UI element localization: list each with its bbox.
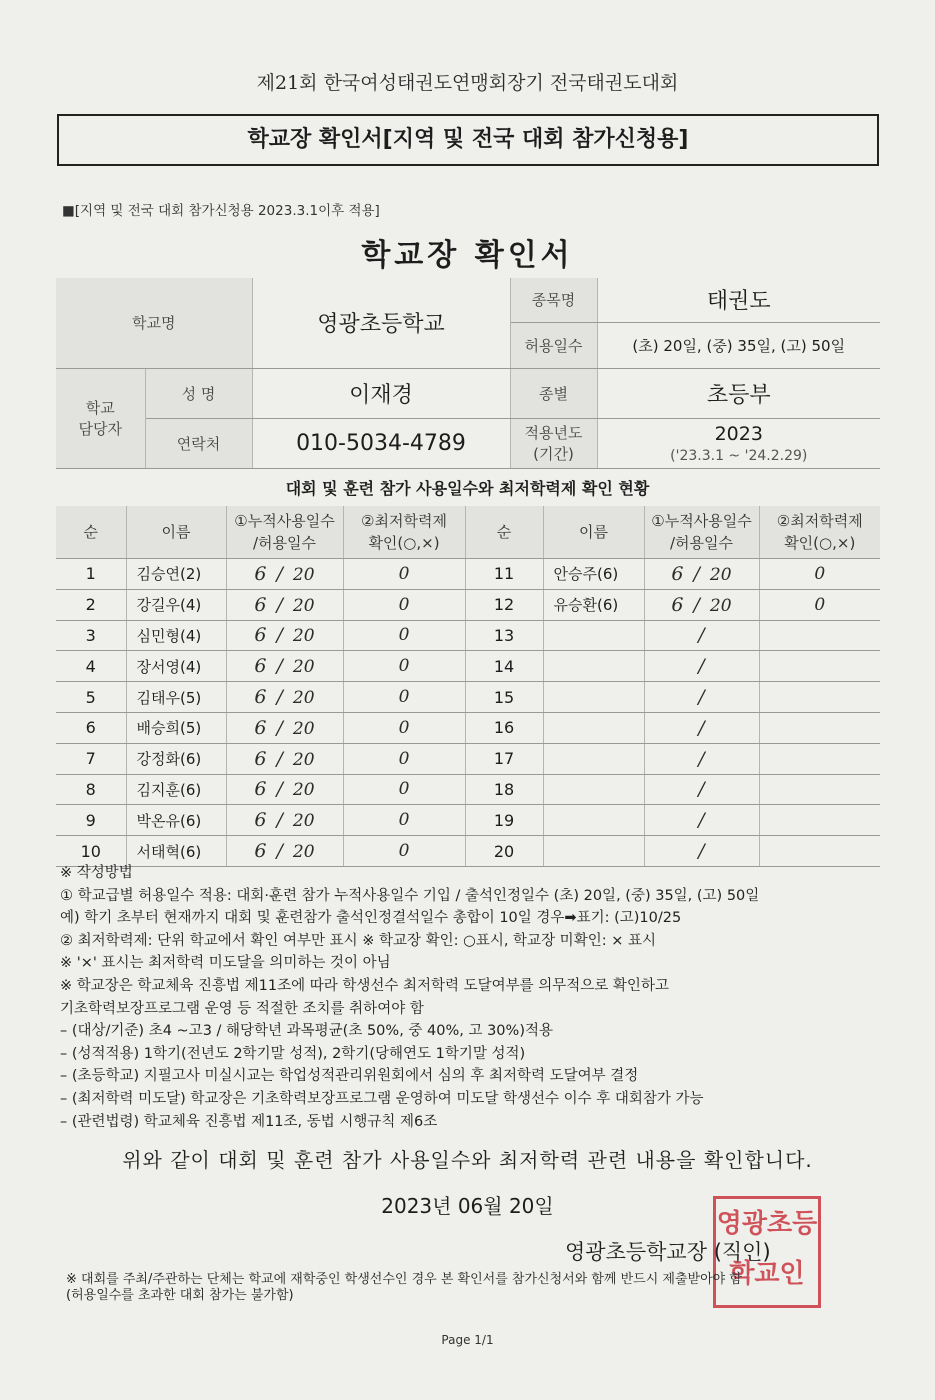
student-name: 김지훈(6) <box>126 774 226 805</box>
days-allowed: 20 <box>292 780 315 801</box>
method-line: ※ 학교장은 학교체육 진흥법 제11조에 따라 학생선수 최저학력 도달여부를 의무적으로 확인하고 <box>60 977 669 994</box>
method-line: 예) 학기 초부터 현재까지 대회 및 훈련참가 출석인정결석일수 총합이 10일 경우➡표기: (고)10/25 <box>60 910 682 927</box>
row-number: 2 <box>56 589 126 620</box>
row-number: 9 <box>56 805 126 836</box>
header-check-line1: ②최저학력제 <box>361 512 447 530</box>
header-name-right: 이름 <box>543 506 644 559</box>
phone-label: 연락처 <box>145 418 252 468</box>
row-number: 4 <box>56 651 126 682</box>
min-academic-check: 0 <box>343 712 465 743</box>
applicable-year-label <box>510 418 597 468</box>
table-row <box>56 805 880 836</box>
division-value: 초등부 <box>597 368 880 418</box>
row-number: 3 <box>56 620 126 651</box>
row-number: 20 <box>465 836 543 867</box>
student-name <box>543 774 644 805</box>
contact-label-line1: 학교 <box>85 399 115 417</box>
roster-table <box>56 506 880 867</box>
days-allowed: 20 <box>292 749 315 770</box>
table-row <box>56 620 880 651</box>
days-separator: / <box>276 716 283 739</box>
header-check-line1: ②최저학력제 <box>776 512 863 530</box>
header-days-left <box>226 506 343 559</box>
school-name-value: 영광초등학교 <box>252 278 510 368</box>
contact-label-line2: 담당자 <box>78 420 122 438</box>
days-allowed: 20 <box>292 595 315 616</box>
days-allowed: 20 <box>292 811 315 832</box>
header-no-right: 순 <box>465 506 543 559</box>
row-number: 11 <box>465 559 543 590</box>
seal-note: (직인) <box>713 1240 771 1264</box>
row-number: 17 <box>465 743 543 774</box>
header-check-right <box>759 506 880 559</box>
table-row <box>56 743 880 774</box>
student-name: 서태혁(6) <box>126 836 226 867</box>
days-separator: / <box>276 840 283 863</box>
days-used-cell <box>226 682 343 713</box>
row-number: 6 <box>56 712 126 743</box>
row-number: 8 <box>56 774 126 805</box>
days-separator: / <box>698 686 705 709</box>
header-check-left <box>343 506 465 559</box>
days-used: 6 <box>254 840 267 863</box>
days-separator: / <box>276 809 283 832</box>
person-name-value: 이재경 <box>252 368 510 418</box>
days-allowed: 20 <box>292 688 315 709</box>
days-separator: / <box>276 624 283 647</box>
days-used-cell <box>644 620 759 651</box>
days-separator: / <box>276 778 283 801</box>
writing-method-notes <box>60 862 880 1133</box>
roster-header-row <box>56 506 880 559</box>
days-used-cell <box>226 651 343 682</box>
student-name <box>543 651 644 682</box>
min-academic-check: 0 <box>343 651 465 682</box>
days-allowed: 20 <box>292 564 315 585</box>
days-used-cell <box>644 712 759 743</box>
allowed-days-value: (초) 20일, (중) 35일, (고) 50일 <box>597 322 880 368</box>
student-name: 배승희(5) <box>126 712 226 743</box>
header-name-left: 이름 <box>126 506 226 559</box>
student-name: 김태우(5) <box>126 682 226 713</box>
days-used-cell <box>644 743 759 774</box>
footnote-line2: (허용일수를 초과한 대회 참가는 불가함) <box>66 1288 294 1303</box>
applicable-year-cell <box>597 418 880 468</box>
days-separator: / <box>698 840 705 863</box>
table-row <box>56 559 880 590</box>
row-number: 14 <box>465 651 543 682</box>
days-allowed: 20 <box>292 657 315 678</box>
min-academic-check <box>759 712 880 743</box>
method-line: – (성적적용) 1학기(전년도 2학기말 성적), 2학기(당해연도 1학기말 성적) <box>60 1045 526 1062</box>
row-number: 19 <box>465 805 543 836</box>
table-row <box>56 774 880 805</box>
method-line: ※ '×' 표시는 최저학력 미도달을 의미하는 것이 아님 <box>60 955 391 972</box>
competition-title: 제21회 한국여성태권도연맹회장기 전국태권도대회 <box>256 72 679 94</box>
days-separator: / <box>698 716 705 739</box>
days-separator: / <box>693 562 700 585</box>
header-check-line2: 확인(○,×) <box>368 534 440 552</box>
days-used-cell <box>226 774 343 805</box>
student-name: 강정화(6) <box>126 743 226 774</box>
student-name <box>543 712 644 743</box>
days-separator: / <box>698 655 705 678</box>
contact-person-label <box>56 368 145 468</box>
min-academic-check: 0 <box>343 589 465 620</box>
year-label-line1: 적용년도 <box>524 424 583 442</box>
table-row <box>56 712 880 743</box>
days-used-cell <box>644 589 759 620</box>
days-used-cell <box>644 651 759 682</box>
days-allowed: 20 <box>292 718 315 739</box>
days-separator: / <box>276 593 283 616</box>
method-line: – (관련법령) 학교체육 진흥법 제11조, 동법 시행규칙 제6조 <box>60 1113 438 1130</box>
division-label: 종별 <box>510 368 597 418</box>
header-days-line2: /허용일수 <box>252 534 316 552</box>
school-info-table <box>56 278 880 469</box>
days-allowed: 20 <box>709 595 732 616</box>
days-used-cell <box>644 559 759 590</box>
days-used-cell <box>644 682 759 713</box>
confirmation-statement: 위와 같이 대회 및 훈련 참가 사용일수와 최저학력 관련 내용을 확인합니다. <box>122 1148 813 1172</box>
student-name: 강길우(4) <box>126 589 226 620</box>
principal-signature <box>565 1236 771 1266</box>
allowed-days-label: 허용일수 <box>510 322 597 368</box>
row-number: 18 <box>465 774 543 805</box>
days-used: 6 <box>671 593 684 616</box>
header-days-line1: ①누적사용일수 <box>651 512 752 530</box>
person-name-label: 성 명 <box>145 368 252 418</box>
days-separator: / <box>698 778 705 801</box>
min-academic-check: 0 <box>343 836 465 867</box>
days-separator: / <box>698 809 705 832</box>
student-name <box>543 743 644 774</box>
header-days-line2: /허용일수 <box>669 534 733 552</box>
table-row <box>56 682 880 713</box>
method-title: ※ 작성방법 <box>60 865 133 881</box>
method-line: ① 학교급별 허용일수 적용: 대회·훈련 참가 누적사용일수 기입 / 출석인정일수 (초) 20일, (중) 35일, (고) 50일 <box>60 887 760 904</box>
days-used: 6 <box>254 655 267 678</box>
student-name: 안승주(6) <box>543 559 644 590</box>
document-title: 학교장 확인서 <box>361 238 574 273</box>
event-value: 태권도 <box>597 278 880 322</box>
student-name <box>543 620 644 651</box>
table-row <box>56 651 880 682</box>
row-number: 10 <box>56 836 126 867</box>
days-used-cell <box>226 805 343 836</box>
row-number: 13 <box>465 620 543 651</box>
days-used-cell <box>226 559 343 590</box>
method-line: 기초학력보장프로그램 운영 등 적절한 조치를 취하여야 함 <box>60 1000 424 1017</box>
phone-value: 010-5034-4789 <box>252 418 510 468</box>
usage-section-title: 대회 및 훈련 참가 사용일수와 최저학력제 확인 현황 <box>285 479 650 498</box>
days-used: 6 <box>254 716 267 739</box>
days-allowed: 20 <box>709 564 732 585</box>
row-number: 15 <box>465 682 543 713</box>
row-number: 1 <box>56 559 126 590</box>
signing-date: 2023년 06월 20일 <box>381 1194 554 1218</box>
student-name <box>543 805 644 836</box>
min-academic-check <box>759 651 880 682</box>
days-allowed: 20 <box>292 842 315 863</box>
min-academic-check <box>759 805 880 836</box>
days-used-cell <box>226 589 343 620</box>
min-academic-check: 0 <box>343 805 465 836</box>
days-used: 6 <box>254 778 267 801</box>
row-number: 16 <box>465 712 543 743</box>
student-name <box>543 682 644 713</box>
days-separator: / <box>276 686 283 709</box>
min-academic-check: 0 <box>343 743 465 774</box>
days-used: 6 <box>671 562 684 585</box>
days-used-cell <box>226 712 343 743</box>
days-separator: / <box>698 624 705 647</box>
min-academic-check: 0 <box>759 589 880 620</box>
row-number: 5 <box>56 682 126 713</box>
min-academic-check: 0 <box>343 774 465 805</box>
header-days-line1: ①누적사용일수 <box>234 512 335 530</box>
footnote-line1: ※ 대회를 주최/주관하는 단체는 학교에 재학중인 학생선수인 경우 본 확인서를 참가신청서와 함께 반드시 제출받아야 함 <box>66 1272 742 1287</box>
student-name: 장서영(4) <box>126 651 226 682</box>
header-no-left: 순 <box>56 506 126 559</box>
year-label-line2: (기간) <box>533 445 574 463</box>
school-name-label: 학교명 <box>56 278 252 368</box>
days-used: 6 <box>254 624 267 647</box>
method-line: – (초등학교) 지필고사 미실시교는 학업성적관리위원회에서 심의 후 최저학력 도달여부 결정 <box>60 1068 639 1085</box>
min-academic-check: 0 <box>343 559 465 590</box>
student-name: 박온유(6) <box>126 805 226 836</box>
days-used: 6 <box>254 562 267 585</box>
days-used-cell <box>644 805 759 836</box>
document-box-title: 학교장 확인서[지역 및 전국 대회 참가신청용] <box>57 114 879 166</box>
min-academic-check <box>759 620 880 651</box>
min-academic-check <box>759 682 880 713</box>
days-separator: / <box>698 747 705 770</box>
method-line: ② 최저학력제: 단위 학교에서 확인 여부만 표시 ※ 학교장 확인: ○표시, 학교장 미확인: × 표시 <box>60 932 656 949</box>
days-used: 6 <box>254 593 267 616</box>
days-separator: / <box>693 593 700 616</box>
min-academic-check <box>759 774 880 805</box>
days-used-cell <box>644 774 759 805</box>
header-check-line2: 확인(○,×) <box>784 534 856 552</box>
official-seal: 영광초등 학교인 <box>713 1196 821 1308</box>
days-used: 6 <box>254 686 267 709</box>
student-name: 김승연(2) <box>126 559 226 590</box>
submission-footnote <box>66 1272 886 1304</box>
header-days-right <box>644 506 759 559</box>
days-used: 6 <box>254 747 267 770</box>
principal-title: 영광초등학교장 <box>565 1240 708 1264</box>
applicability-note: ■[지역 및 전국 대회 참가신청용 2023.3.1이후 적용] <box>62 203 380 219</box>
days-separator: / <box>276 655 283 678</box>
min-academic-check <box>759 743 880 774</box>
student-name: 심민형(4) <box>126 620 226 651</box>
applicable-period: ('23.3.1 ~ '24.2.29) <box>670 447 808 464</box>
applicable-year-value: 2023 <box>714 422 763 445</box>
student-name: 유승환(6) <box>543 589 644 620</box>
days-used: 6 <box>254 809 267 832</box>
event-label: 종목명 <box>510 278 597 322</box>
days-used-cell <box>226 743 343 774</box>
days-separator: / <box>276 747 283 770</box>
min-academic-check: 0 <box>759 559 880 590</box>
method-line: – (최저학력 미도달) 학교장은 기초학력보장프로그램 운영하여 미도달 학생선수 이수 후 대회참가 가능 <box>60 1090 704 1107</box>
method-line: – (대상/기준) 초4 ~고3 / 해당학년 과목평균(초 50%, 중 40%, 고 30%)적용 <box>60 1023 553 1040</box>
page-number: Page 1/1 <box>441 1333 494 1347</box>
row-number: 7 <box>56 743 126 774</box>
min-academic-check: 0 <box>343 682 465 713</box>
days-separator: / <box>276 562 283 585</box>
days-used-cell <box>226 620 343 651</box>
table-row <box>56 589 880 620</box>
min-academic-check: 0 <box>343 620 465 651</box>
days-allowed: 20 <box>292 626 315 647</box>
row-number: 12 <box>465 589 543 620</box>
